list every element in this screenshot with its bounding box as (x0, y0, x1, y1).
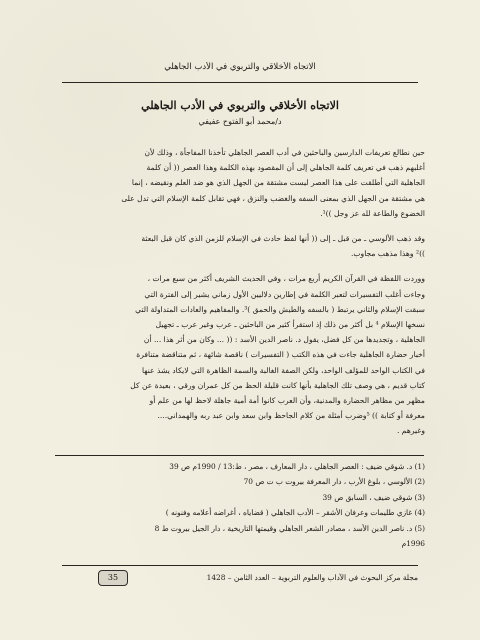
paragraph-3 (54, 271, 425, 438)
body-line: أخبار حضارة الجاهلية جاءت في هذه الكتب ( التفسيرات ) ناقصة شائهة ، ثم متناقضة متنافرة (136, 350, 425, 360)
header-rule (62, 82, 418, 83)
footnote: (5) د. ناصر الدين الأسد ، مصادر الشعر الجاهلي وقيمتها التاريخية ، دار الجيل بيروت ط 8 (154, 523, 425, 533)
footnote: (1) د. شوقي ضيف : العصر الجاهلي ، دار المعارف ، مصر ، ط:13 / 1990م ص 39 (169, 462, 425, 471)
body-line: معرفة أو كتابة )) ⁵وضرب أمثلة من كلام الجاحظ وابن سعد وابن عبد ربه والهمداني.... (157, 411, 425, 421)
paragraph-spacer (54, 221, 425, 231)
body-line: هي مشتقة من الجهل الذي بمعنى السفه والغضب والنزق ، فهي تقابل كلمة الإسلام التي تدل على (121, 193, 425, 203)
paragraph-spacer (54, 261, 425, 271)
body-line: الخضوع والطاعة لله عز وجل ))¹. (320, 208, 425, 218)
body-line: ووردت اللفظة في القرآن الكريم أربع مرات ، وفي الحديث الشريف أكثر من سبع مرات ، (147, 274, 425, 284)
body-line: مظهر من مظاهر الحضارة والمدنية، وأن العرب كانوا أمة أمية جاهلة لاحظ لها من علم أو (149, 396, 425, 406)
body-line: وغيرهم . (396, 426, 425, 436)
running-header: الاتجاه الأخلاقي والتربوي في الأدب الجاهلي (164, 62, 316, 72)
footnote: 1996م (401, 539, 425, 549)
journal-footer-text: مجلة مركز البحوث في الآداب والعلوم التربوية – العدد الثامن – 1428 (206, 573, 418, 582)
footnote: (2) الألوسي ، بلوغ الأرب ، دار المعرفة بيروت ب ت ص 70 (243, 477, 425, 487)
body-line: نسخها الإسلام ⁴ بل أكثر من ذلك إذ استقرأ كثير من الباحثين ـ عرب وغير عرب ـ تجهيل (155, 320, 425, 330)
body-line: كتاب قديم ، هي وصف تلك الجاهلية بأنها كانت قليلة الحظ من كل عمران ورقي ، بعيدة عن كل (130, 380, 425, 390)
article-title: الاتجاه الأخلاقي والتربوي في الأدب الجاهلي (141, 99, 339, 112)
footnote: (4) غازي طليمات وعرفان الأشقر – الأدب الجاهلي ( قضاياه ، أغراضه أعلامه وفنونه ) (165, 508, 425, 518)
footnote-rule (55, 455, 424, 456)
body-line: وجاءت أغلب التفسيرات لتعبر الكلمة في إطارين دلاليين الأول زماني يشير إلى الفترة التي (144, 289, 425, 299)
paragraph-1 (54, 145, 425, 221)
body-line: ))² وهذا مذهب مجاوب. (350, 249, 425, 259)
author-line: د/محمد أبو الفتوح عفيفي (198, 117, 282, 126)
body-line: وقد ذهب الألوسي ـ من قبل ـ إلى (( أنها لفظ حادث في الإسلام للزمن الذي كان قبل البعثة (141, 234, 425, 244)
footnote: (3) شوقي ضيف ، السابق ص 39 (322, 492, 425, 502)
footnotes (54, 459, 425, 551)
article-body (54, 145, 425, 439)
body-line: سبقت الإسلام والثاني يرتبط ( بالسفه والطيش والحمق )³. والمفاهيم والعادات المتداولة التي (135, 304, 425, 314)
body-line: في الكتاب الواحد للمؤلف الواحد، ولكن الصفة الغالبة والسمة الظاهرة التي لايكاد يشذ عنها (141, 365, 425, 375)
page-footer (62, 570, 418, 588)
body-line: أغلبهم ذهب في تعريف كلمة الجاهلي إلى أن المقصود بهذه الكلمة وهذا العصر (( أن كلمة (146, 163, 425, 173)
body-line: حين نطالع تعريفات الدارسين والباحثين في أدب العصر الجاهلي تأخذنا المفاجأة ، وذلك لأن (144, 148, 425, 157)
paragraph-2 (54, 231, 425, 261)
page-number: 35 (98, 570, 128, 586)
body-line: الجاهلية ، وتجديدها من كل فضل، يقول د. ناصر الدين الأسد : (( ... وكان من أثر هذا ... أن (143, 335, 425, 345)
body-line: الجاهلية التي أطلقت على هذا العصر ليست مشتقة من الجهل الذي هو ضد العلم ونقيضه ، إنما (131, 178, 425, 188)
